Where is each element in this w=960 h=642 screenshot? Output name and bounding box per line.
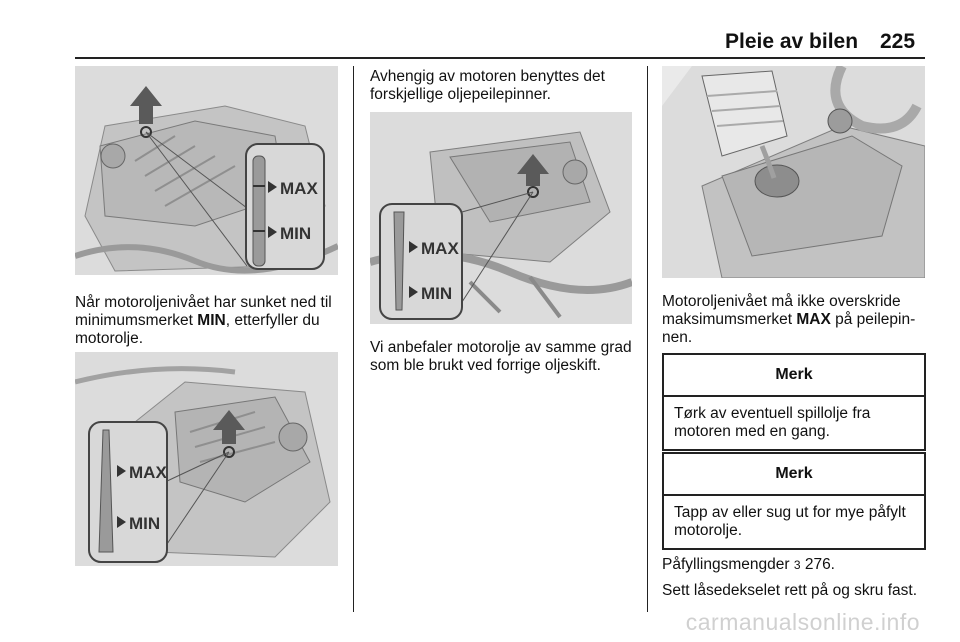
- engine-dipstick-illustration-2: [75, 352, 338, 566]
- column-divider-1: [353, 66, 354, 612]
- page-number: 225: [880, 30, 916, 53]
- paragraph-dipstick-variants: Avhengig av motoren benyttes det forskjellige oljepeilepinner.: [370, 68, 605, 103]
- paragraph-min-level: Når motoroljenivået har sunket ned til minimumsmerket MIN, etterfyller du motorolje.: [75, 294, 332, 347]
- page-reference-icon: 3: [793, 558, 801, 572]
- column-divider-2: [647, 66, 648, 612]
- max-mark-label: MAX: [280, 179, 318, 198]
- min-mark-label: MIN: [421, 284, 453, 303]
- engine-illustration-svg: [370, 112, 632, 324]
- header-divider: [75, 57, 925, 59]
- engine-illustration-svg: [75, 66, 338, 275]
- min-mark-label: MIN: [280, 224, 312, 243]
- capacity-ref-page[interactable]: 276.: [800, 556, 835, 573]
- note-text: Tørk av eventuell spillolje fra motoren med en gang.: [674, 405, 871, 440]
- section-title: Pleie av bilen: [725, 30, 859, 53]
- engine-illustration-svg: [75, 352, 338, 566]
- note-title: Merk: [664, 355, 924, 397]
- watermark: carmanualsonline.info: [685, 609, 920, 635]
- min-mark-label: MIN: [129, 514, 161, 533]
- oil-cap-icon: [828, 109, 852, 133]
- max-mark-label: MAX: [129, 463, 167, 482]
- note-box-1: [662, 353, 926, 451]
- paragraph-oil-grade: Vi anbefaler motorolje av samme grad som ble brukt ved forrige oljeskift.: [370, 339, 632, 374]
- engine-dipstick-illustration-3: [370, 112, 632, 324]
- note-title: Merk: [664, 454, 924, 496]
- paragraph-lock-cover: Sett låsedekselet rett på og skru fast.: [662, 582, 918, 599]
- max-term: MAX: [796, 311, 831, 328]
- oil-filling-illustration: [662, 66, 925, 278]
- note-text: Tapp av eller sug ut for mye påfylt motorolje.: [674, 504, 906, 539]
- engine-dipstick-illustration-1: [75, 66, 338, 275]
- max-mark-label: MAX: [421, 239, 459, 258]
- note-box-2: [662, 452, 926, 550]
- paragraph-max-level: Motoroljenivået må ikke overskride maksimumsmerket MAX på peilepinnen.: [662, 293, 916, 346]
- oil-filling-svg: [662, 66, 925, 278]
- min-term: MIN: [197, 312, 226, 329]
- capacity-ref-text: Påfyllingsmengder: [662, 556, 790, 573]
- paragraph-capacity-reference: [662, 556, 927, 574]
